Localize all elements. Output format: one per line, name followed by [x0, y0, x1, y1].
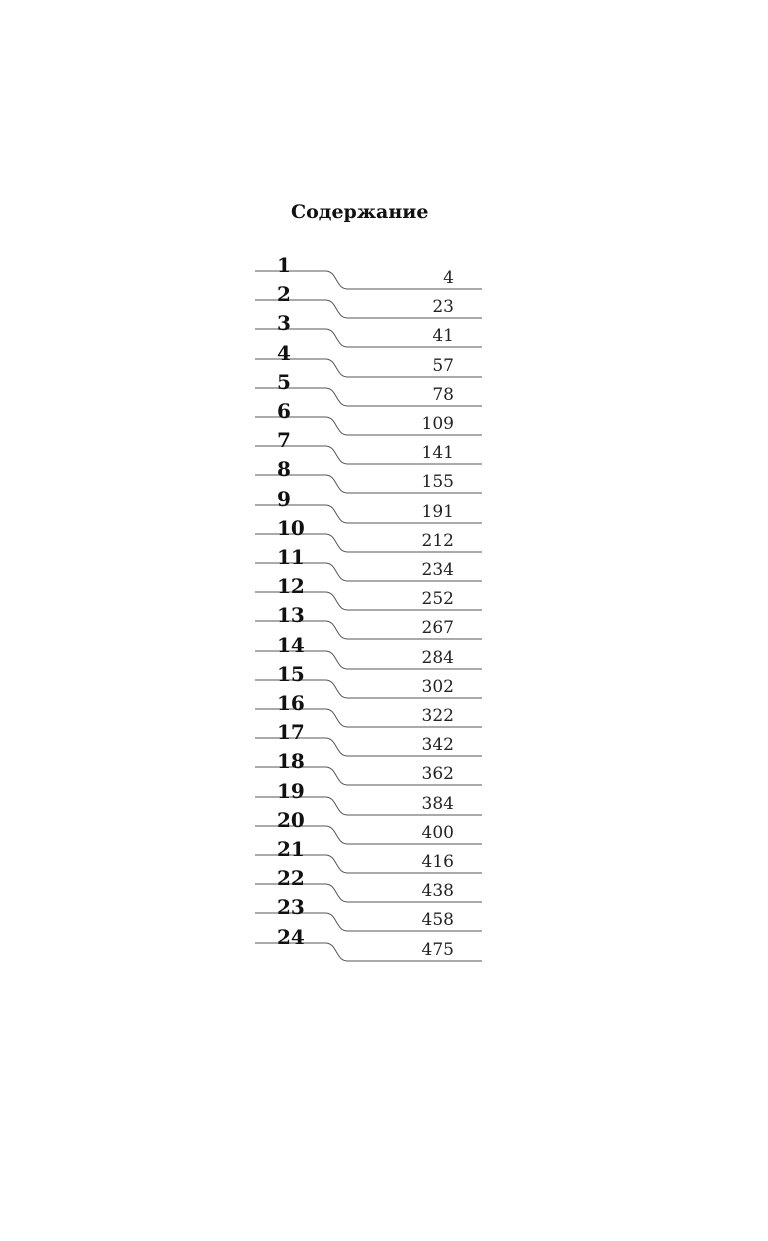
- chapter-number: 18: [277, 749, 305, 774]
- chapter-number: 22: [277, 866, 305, 891]
- page-number: 4: [443, 268, 454, 288]
- chapter-number: 3: [277, 311, 291, 336]
- page-number: 109: [421, 414, 454, 434]
- chapter-number: 11: [277, 545, 305, 569]
- chapter-number: 7: [277, 428, 291, 453]
- chapter-number: 21: [277, 837, 305, 861]
- page-number: 191: [421, 501, 454, 522]
- page-number: 284: [421, 647, 454, 668]
- chapter-number: 17: [277, 720, 305, 745]
- page-number: 23: [432, 297, 454, 318]
- chapter-number: 19: [277, 778, 305, 803]
- page-number: 342: [421, 735, 454, 756]
- page-number: 322: [421, 706, 454, 726]
- toc-entry[interactable]: [250, 924, 490, 961]
- page-number: 400: [421, 822, 454, 843]
- page-number: 155: [421, 472, 454, 493]
- page-number: 41: [432, 326, 454, 347]
- page-number: 458: [421, 910, 454, 931]
- chapter-number: 13: [277, 603, 305, 628]
- page-number: 416: [421, 852, 454, 872]
- chapter-number: 9: [277, 486, 291, 511]
- chapter-number: 23: [277, 895, 305, 920]
- page-number: 267: [421, 618, 454, 639]
- page-number: 234: [421, 560, 454, 580]
- chapter-number: 5: [277, 369, 291, 394]
- page-number: 302: [421, 676, 454, 697]
- page-number: 362: [421, 764, 454, 785]
- chapter-number: 15: [277, 661, 305, 686]
- page-number: 212: [421, 530, 454, 551]
- chapter-number: 10: [277, 515, 305, 540]
- page-number: 78: [432, 384, 454, 405]
- chapter-number: 16: [277, 691, 305, 715]
- chapter-number: 14: [277, 632, 305, 657]
- chapter-number: 8: [277, 457, 291, 482]
- chapter-number: 2: [277, 282, 291, 307]
- page-number: 57: [432, 355, 454, 376]
- page-number: 438: [421, 881, 454, 902]
- chapter-number: 20: [277, 807, 305, 832]
- page-title: Содержание: [291, 201, 429, 223]
- page-number: 384: [421, 793, 454, 814]
- chapter-number: 1: [277, 253, 291, 277]
- page-number: 252: [421, 589, 454, 610]
- page-number: 141: [421, 443, 454, 464]
- chapter-number: 12: [277, 574, 305, 599]
- chapter-number: 24: [277, 924, 305, 949]
- chapter-number: 4: [277, 340, 291, 365]
- chapter-number: 6: [277, 399, 291, 423]
- page-number: 475: [421, 939, 454, 960]
